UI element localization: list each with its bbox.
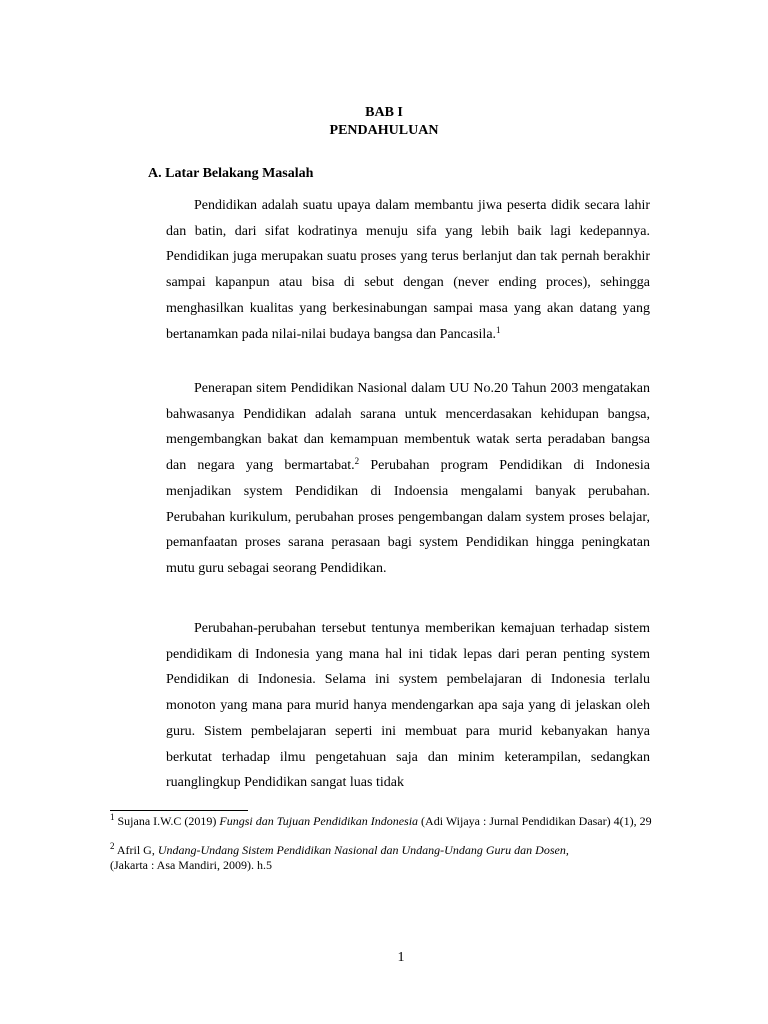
paragraph-2 <box>166 376 650 582</box>
paragraph-3 <box>166 616 650 796</box>
footnote-2-post: (Jakarta : Asa Mandiri, 2009). h.5 <box>110 857 272 872</box>
paragraph-3-text: Perubahan-perubahan tersebut tentunya memberikan kemajuan terhadap sistem pendidikam di Indonesia yang mana hal ini tidak lepas dari peran penting system Pendidikan di Indonesia. Selama ini system pembelajaran di Indonesia terlalu monoton yang mana para murid hanya mendengarkan apa saja yang di jelaskan oleh guru. Sistem pembelajaran seperti ini membuat para murid kebanyakan hanya berkutat terhadap ilmu pengetahuan saja dan minim keterampilan, sedangkan ruanglingkup Pendidikan sangat luas tidak <box>166 621 650 791</box>
paragraph-2-text-b: Perubahan program Pendidikan di Indonesia menjadikan system Pendidikan di Indoensia mengalami banyak perubahan. Perubahan kurikulum, perubahan proses pengembangan dalam system proses belajar, pemanfaatan proses sarana perasaan bagi system Pendidikan hingga peningkatan mutu guru sebagai seorang Pendidikan. <box>166 458 650 576</box>
footnote-1-number: 1 <box>110 812 115 822</box>
chapter-title: PENDAHULUAN <box>329 123 439 138</box>
page-number: 1 <box>397 950 405 965</box>
footnote-1-title: Fungsi dan Tujuan Pendidikan Indonesia <box>219 814 419 828</box>
footnote-2-number: 2 <box>110 841 115 851</box>
section-title: A. Latar Belakang Masalah <box>148 166 314 181</box>
footnote-2-pre: Afril G, <box>114 843 158 857</box>
paragraph-2-text-a: Penerapan sitem Pendidikan Nasional dalam UU No.20 Tahun 2003 mengatakan bahwasanya Pendidikan adalah sarana untuk mencerdasakan kehidupan bangsa, mengembangkan bakat dan kemampuan membentuk watak serta peradaban bangsa dan negara yang bermartabat. <box>166 381 650 474</box>
paragraph-1 <box>166 193 650 347</box>
footnote-separator <box>110 810 248 811</box>
footnote-ref-1[interactable]: 1 <box>496 324 501 335</box>
footnote-2 <box>110 843 654 872</box>
footnote-1-post: (Adi Wijaya : Jurnal Pendidikan Dasar) 4(1), 29 <box>418 814 652 828</box>
footnote-1-pre: Sujana I.W.C (2019) <box>114 814 220 828</box>
chapter-label: BAB I <box>365 105 403 120</box>
footnote-1 <box>110 814 654 829</box>
footnote-2-title: Undang-Undang Sistem Pendidikan Nasional dan Undang-Undang Guru dan Dosen, <box>157 843 569 857</box>
footnote-ref-2[interactable]: 2 <box>354 456 360 467</box>
paragraph-1-text: Pendidikan adalah suatu upaya dalam membantu jiwa peserta didik secara lahir dan batin, dari sifat kodratinya menuju sifa yang lebih baik lagi kedepannya. Pendidikan juga merupakan suatu proses yang terus berlanjut dan tak pernah berakhir sampai kapanpun atau bisa di sebut dengan (never ending proces), sehingga menghasilkan kualitas yang berkesinabungan sampai masa yang akan datang yang bertanamkan pada nilai-nilai budaya bangsa dan Pancasila. <box>166 198 650 342</box>
